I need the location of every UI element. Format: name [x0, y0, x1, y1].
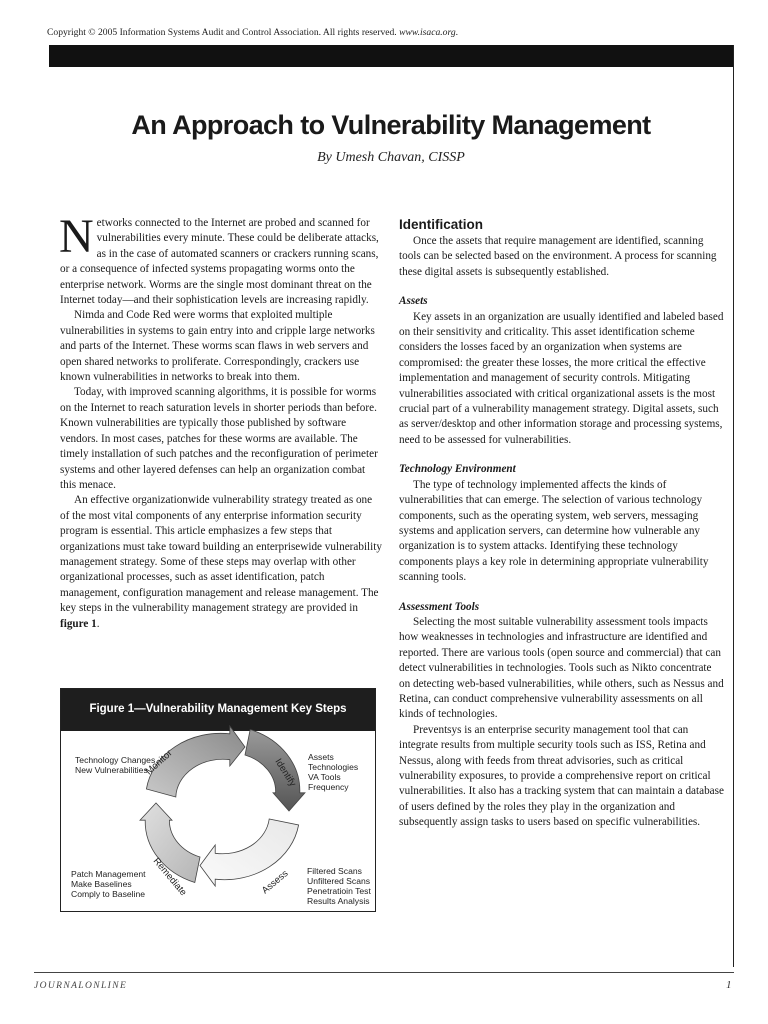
- figure-title: Figure 1—Vulnerability Management Key Steps: [89, 703, 347, 715]
- technology-paragraph: The type of technology implemented affects the kinds of vulnerabilities that can emerge. The selection of various technology components, such as the operating system, web servers, messaging systems and application servers, can determine how vulnerable any organization is to system attacks. Identifying these technology components plays a key role in determining appropriate vulnerability scanning tools.: [399, 478, 709, 584]
- article-byline: By Umesh Chavan, CISSP: [317, 150, 465, 165]
- journal-name: JOURNALONLINE: [34, 981, 128, 991]
- paragraph-4: An effective organizationwide vulnerability strategy treated as one of the most vital components of any enterprise information security program is essential. This article emphasizes a few steps that organizations must take toward building an enterprisewide vulnerability management strategy. Some of these steps may overlap with other organizational processes, such as asset identification, patch management, configuration management and release management. The key steps in the vulnerability management strategy are provided in figure 1.: [60, 494, 382, 630]
- drop-cap: N: [59, 210, 94, 263]
- assess-notes: Filtered Scans Unfiltered Scans Penetratioin Test Results Analysis: [307, 866, 371, 906]
- header-bar: [49, 45, 734, 67]
- paragraph-2: Nimda and Code Red were worms that exploited multiple vulnerabilities in systems to gain entry into and cripple large networks and parts of the Internet. These worms scan flaws in web servers and open shared networks to proliferate. Correspondingly, crackers use known vulnerabilities in networks to break into them.: [60, 309, 375, 384]
- figure-reference: figure 1: [60, 617, 97, 630]
- subheading-assets: Assets: [399, 295, 428, 308]
- stage-identify-label: Identify: [272, 756, 299, 789]
- copyright-notice: Copyright © 2005 Information Systems Audit and Control Association. All rights reserved. www.isaca.org.: [47, 27, 459, 38]
- stage-assess-label: Assess: [259, 868, 291, 897]
- identify-arrow: [245, 730, 305, 812]
- stage-monitor-label: Monitor: [143, 747, 175, 778]
- subheading-assessment-tools: Assessment Tools: [399, 600, 480, 613]
- section-heading-identification: Identification: [399, 217, 483, 232]
- assessment-tools-paragraph-2: Preventsys is an enterprise security management tool that can integrate results from multiple security tools such as ISS, Retina and Nessus, along with feeds from threat advisories, such as critical vulnerability exposures, to provide a comprehensive report on critical vulnerabilities. It also has a tracking system that can maintain a database of users defined by the roles they play in the organization and subsequently assign tasks to users based on specific vulnerabilities.: [399, 723, 724, 829]
- stage-remediate-label: Remediate: [150, 855, 189, 899]
- footer-rule: [34, 972, 734, 973]
- paragraph-3: Today, with improved scanning algorithms, it is possible for worms on the Internet to reach saturation levels in shorter periods than before. Known vulnerabilities are typically those published by software vendors. In most cases, patches for these worms are available. The timely installation of such patches and the reconfiguration of perimeter systems and other layered defenses can help an organization combat this menace.: [60, 386, 378, 491]
- subheading-technology-environment: Technology Environment: [399, 463, 516, 476]
- identify-notes: Assets Technologies VA Tools Frequency: [308, 752, 359, 792]
- copyright-text: Copyright © 2005 Information Systems Audit and Control Association. All rights reserved.: [47, 27, 397, 38]
- page-number: 1: [726, 979, 732, 991]
- copyright-site-link[interactable]: www.isaca.org: [399, 27, 456, 38]
- left-column: [59, 210, 384, 632]
- monitor-notes: Technology Changes New Vulnerabilities: [75, 755, 156, 775]
- identification-intro: Once the assets that require management are identified, scanning tools can be selected based on the environment. A process for scanning these digital assets is subsequently established.: [399, 235, 717, 278]
- remediate-notes: Patch Management Make Baselines Comply to Baseline: [71, 869, 146, 899]
- right-column: [399, 216, 725, 831]
- figure-1: [60, 688, 376, 912]
- page-border-right: [733, 45, 734, 967]
- assessment-tools-paragraph-1: Selecting the most suitable vulnerability assessment tools impacts how weaknesses in technologies and infrastructure are identified and reported. There are various tools (open source and commercial) that can detect vulnerabilities in technologies. Tools such as Nikto concentrate on detecting web-based vulnerabilities, while others, such as Nessus and Retina, can conduct comprehensive vulnerability assessments on all kinds of technologies.: [399, 615, 724, 721]
- assets-paragraph: Key assets in an organization are usually identified and labeled based on their sensitivity and criticality. This asset identification scheme considers the losses faced by an organization when systems are compromised: the greater these losses, the more critical the effective implementation and management of security controls. Mitigating vulnerabilities associated with critical organizational assets is the most crucial part of a vulnerability management strategy. Digital assets, such as server/desktop and other information storage and processing systems, need to be assessed for vulnerabilities.: [399, 310, 724, 446]
- paragraph-1: Networks connected to the Internet are probed and scanned for vulnerabilities every minute. These could be deliberate attacks, as in the case of automated scanners or crackers running scans, or a consequence of infected systems propagating worms onto the enterprise network. Worms are the single most dominant threat on the Internet today—and their sophistication levels are increasing rapidly.: [59, 210, 379, 307]
- article-title: An Approach to Vulnerability Management: [131, 110, 651, 140]
